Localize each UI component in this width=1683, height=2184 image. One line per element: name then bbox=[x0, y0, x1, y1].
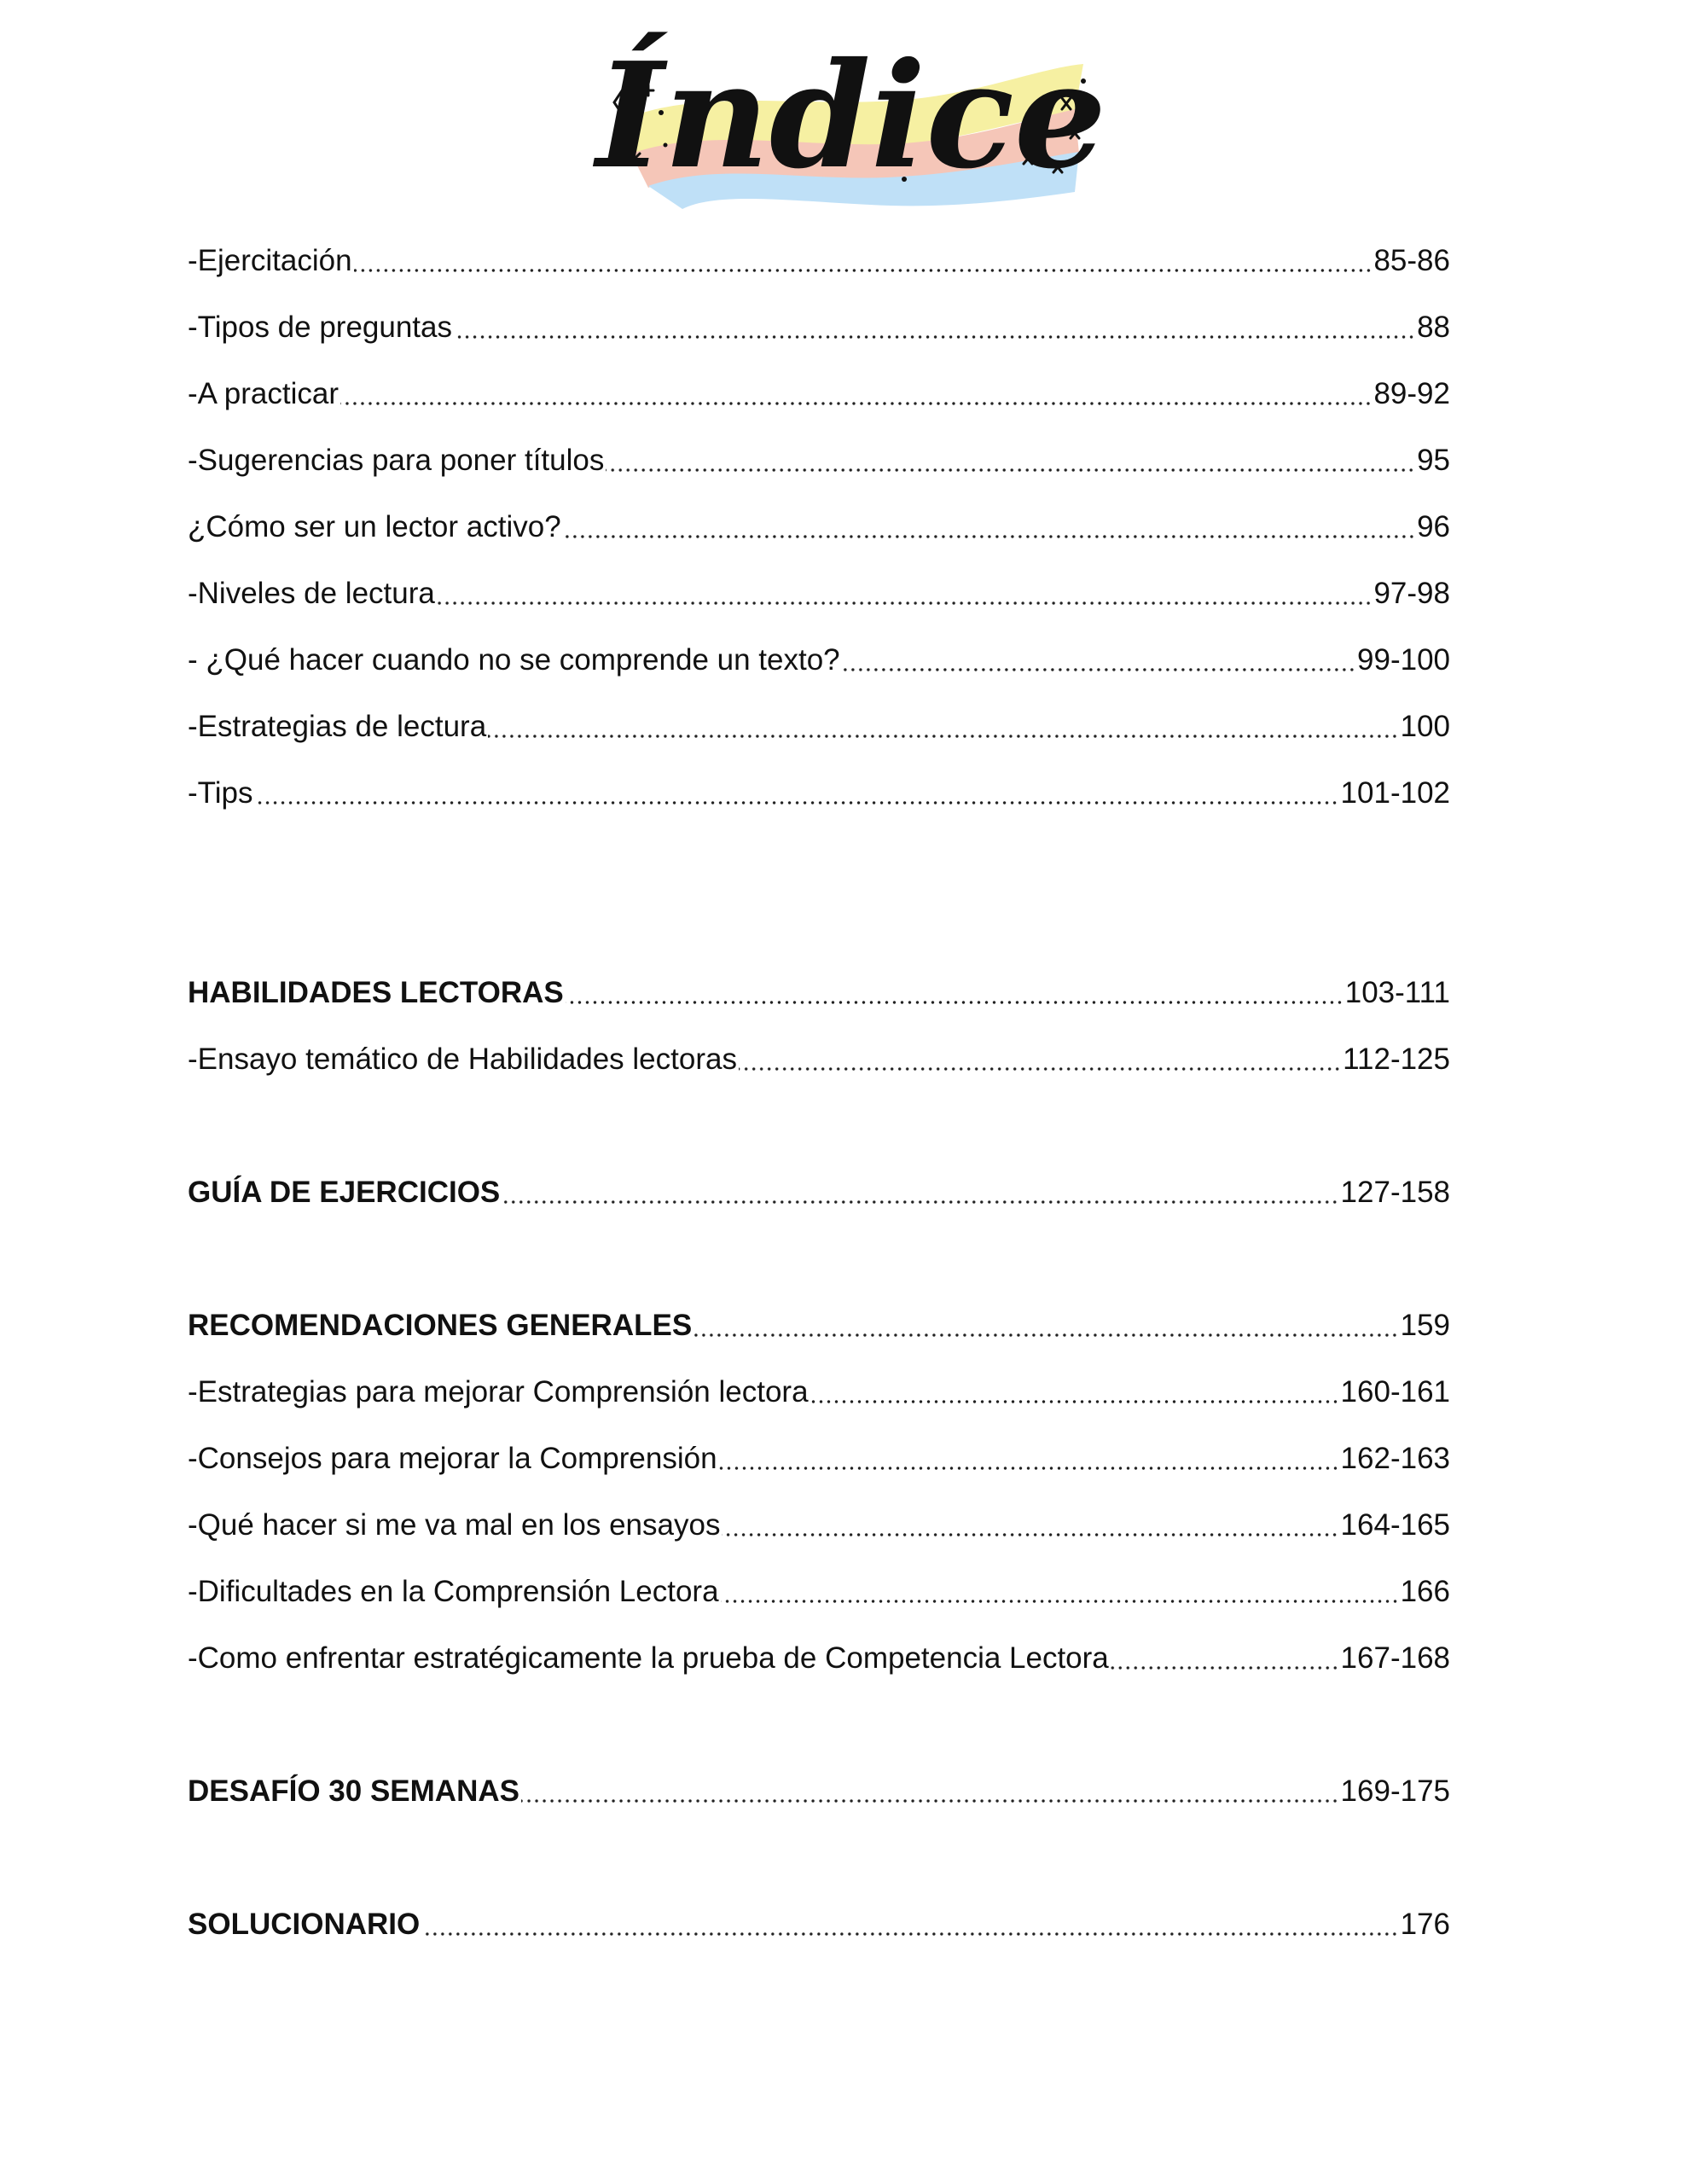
toc-entry bbox=[188, 967, 1450, 1019]
toc-entry-pages: 167-168 bbox=[1340, 1641, 1450, 1675]
table-of-contents bbox=[188, 0, 1450, 2184]
toc-entry bbox=[188, 1034, 1450, 1085]
dot-leader bbox=[721, 1599, 1399, 1604]
toc-entry-label: RECOMENDACIONES GENERALES bbox=[188, 1309, 693, 1342]
toc-entry-pages: 164-165 bbox=[1340, 1508, 1450, 1542]
toc-entry bbox=[188, 302, 1450, 353]
toc-entry-pages: 89-92 bbox=[1373, 377, 1450, 410]
dot-leader bbox=[340, 401, 1372, 406]
toc-entry bbox=[188, 235, 1450, 287]
dot-leader bbox=[354, 268, 1373, 273]
toc-entry bbox=[188, 768, 1450, 819]
toc-entry bbox=[188, 1300, 1450, 1351]
toc-entry-label: -Consejos para mejorar la Comprensión bbox=[188, 1442, 717, 1475]
toc-entry-label: -Como enfrentar estratégicamente la prueba de Competencia Lectora bbox=[188, 1641, 1109, 1675]
toc-entry bbox=[188, 635, 1450, 686]
toc-entry bbox=[188, 1766, 1450, 1817]
toc-entry-label: GUÍA DE EJERCICIOS bbox=[188, 1176, 501, 1209]
toc-entry-label: -Tips bbox=[188, 776, 253, 810]
toc-entry bbox=[188, 1633, 1450, 1684]
dot-leader bbox=[254, 800, 1338, 805]
dot-leader bbox=[437, 601, 1373, 606]
toc-entry-label: -A practicar bbox=[188, 377, 339, 410]
toc-entry-pages: 112-125 bbox=[1343, 1043, 1450, 1076]
dot-leader bbox=[719, 1466, 1339, 1471]
toc-entry-label: -Dificultades en la Comprensión Lectora bbox=[188, 1575, 719, 1608]
toc-entry-pages: 88 bbox=[1417, 311, 1450, 344]
toc-entry-label: -Tipos de preguntas bbox=[188, 311, 452, 344]
dot-leader bbox=[488, 734, 1398, 739]
dot-leader bbox=[810, 1399, 1339, 1404]
toc-entry-label: SOLUCIONARIO bbox=[188, 1908, 421, 1941]
toc-entry-label: -Ejercitación bbox=[188, 244, 352, 277]
toc-entry bbox=[188, 1899, 1450, 1950]
toc-entry-label: -Estrategias de lectura bbox=[188, 710, 487, 743]
toc-entry bbox=[188, 1500, 1450, 1551]
toc-entry bbox=[188, 701, 1450, 752]
dot-leader bbox=[694, 1333, 1398, 1338]
toc-entry bbox=[188, 502, 1450, 553]
dot-leader bbox=[563, 534, 1415, 539]
toc-entry-pages: 160-161 bbox=[1340, 1375, 1450, 1409]
dot-leader bbox=[566, 1000, 1343, 1005]
toc-entry-pages: 166 bbox=[1400, 1575, 1450, 1608]
toc-entry-pages: 176 bbox=[1400, 1908, 1450, 1941]
toc-entry-label: HABILIDADES LECTORAS bbox=[188, 976, 564, 1009]
toc-entry bbox=[188, 369, 1450, 420]
toc-entry bbox=[188, 1433, 1450, 1484]
toc-entry-pages: 169-175 bbox=[1340, 1774, 1450, 1808]
toc-entry-pages: 97-98 bbox=[1373, 577, 1450, 610]
dot-leader bbox=[521, 1798, 1339, 1804]
toc-entry bbox=[188, 1367, 1450, 1418]
toc-entry-label: -Qué hacer si me va mal en los ensayos bbox=[188, 1508, 721, 1542]
toc-entry bbox=[188, 1566, 1450, 1618]
dot-leader bbox=[606, 468, 1415, 473]
toc-entry-pages: 103-111 bbox=[1344, 976, 1450, 1009]
dot-leader bbox=[739, 1066, 1341, 1072]
toc-entry-pages: 101-102 bbox=[1340, 776, 1450, 810]
dot-leader bbox=[454, 334, 1415, 340]
dot-leader bbox=[421, 1931, 1398, 1937]
dot-leader bbox=[842, 667, 1355, 672]
toc-entry-label: ¿Cómo ser un lector activo? bbox=[188, 510, 561, 543]
toc-entry-pages: 159 bbox=[1400, 1309, 1450, 1342]
dot-leader bbox=[502, 1199, 1338, 1205]
toc-entry bbox=[188, 1167, 1450, 1218]
toc-entry-pages: 95 bbox=[1417, 444, 1450, 477]
toc-entry bbox=[188, 568, 1450, 619]
toc-entry-label: DESAFÍO 30 SEMANAS bbox=[188, 1774, 519, 1808]
toc-entry-label: - ¿Qué hacer cuando no se comprende un texto? bbox=[188, 643, 840, 677]
dot-leader bbox=[1111, 1665, 1339, 1670]
toc-entry bbox=[188, 435, 1450, 486]
toc-entry-pages: 96 bbox=[1417, 510, 1450, 543]
toc-entry-label: -Estrategias para mejorar Comprensión lectora bbox=[188, 1375, 809, 1409]
toc-entry-pages: 162-163 bbox=[1340, 1442, 1450, 1475]
toc-entry-pages: 127-158 bbox=[1340, 1176, 1450, 1209]
toc-entry-label: -Niveles de lectura bbox=[188, 577, 435, 610]
toc-entry-pages: 100 bbox=[1400, 710, 1450, 743]
toc-entry-pages: 85-86 bbox=[1373, 244, 1450, 277]
index-title: Índice bbox=[595, 31, 1107, 201]
dot-leader bbox=[722, 1532, 1338, 1537]
toc-entry-label: -Sugerencias para poner títulos bbox=[188, 444, 605, 477]
toc-entry-label: -Ensayo temático de Habilidades lectoras bbox=[188, 1043, 737, 1076]
toc-entry-pages: 99-100 bbox=[1357, 643, 1450, 677]
